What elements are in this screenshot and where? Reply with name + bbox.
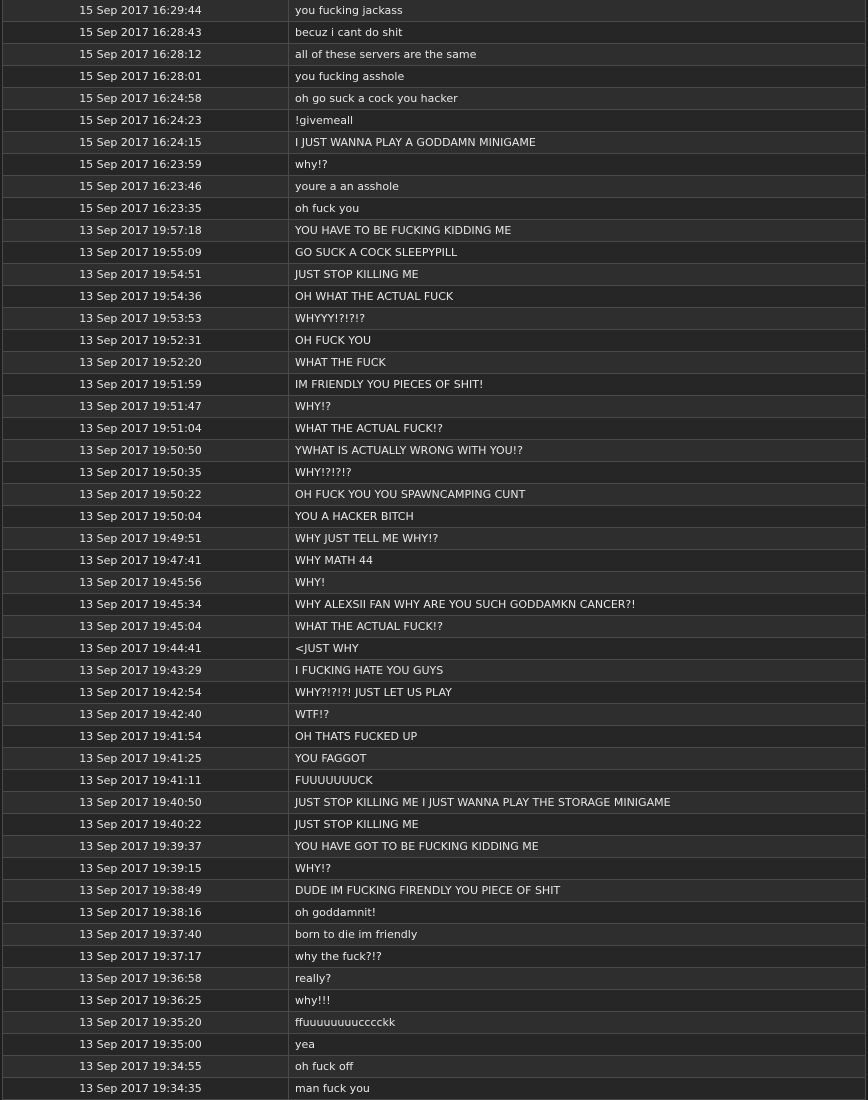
message-cell: JUST STOP KILLING ME: [289, 814, 866, 836]
table-row: [3, 264, 866, 286]
message-cell: born to die im friendly: [289, 924, 866, 946]
table-row: [3, 198, 866, 220]
table-row: [3, 22, 866, 44]
message-cell: yea: [289, 1034, 866, 1056]
message-cell: YOU HAVE GOT TO BE FUCKING KIDDING ME: [289, 836, 866, 858]
table-row: [3, 550, 866, 572]
message-cell: oh fuck off: [289, 1056, 866, 1078]
table-row: [3, 968, 866, 990]
timestamp-cell: 13 Sep 2017 19:39:37: [3, 836, 289, 858]
timestamp-cell: 13 Sep 2017 19:50:50: [3, 440, 289, 462]
message-cell: youre a an asshole: [289, 176, 866, 198]
timestamp-cell: 13 Sep 2017 19:45:56: [3, 572, 289, 594]
timestamp-cell: 13 Sep 2017 19:37:17: [3, 946, 289, 968]
message-cell: I JUST WANNA PLAY A GODDAMN MINIGAME: [289, 132, 866, 154]
timestamp-cell: 13 Sep 2017 19:55:09: [3, 242, 289, 264]
timestamp-cell: 15 Sep 2017 16:28:01: [3, 66, 289, 88]
message-cell: I FUCKING HATE YOU GUYS: [289, 660, 866, 682]
message-cell: WHY!?: [289, 858, 866, 880]
table-row: [3, 176, 866, 198]
message-cell: man fuck you: [289, 1078, 866, 1100]
timestamp-cell: 15 Sep 2017 16:29:44: [3, 0, 289, 22]
table-row: [3, 374, 866, 396]
table-row: [3, 44, 866, 66]
message-cell: OH FUCK YOU YOU SPAWNCAMPING CUNT: [289, 484, 866, 506]
table-row: [3, 484, 866, 506]
timestamp-cell: 13 Sep 2017 19:45:04: [3, 616, 289, 638]
message-cell: WHY!?!?!?: [289, 462, 866, 484]
timestamp-cell: 13 Sep 2017 19:36:25: [3, 990, 289, 1012]
timestamp-cell: 13 Sep 2017 19:52:20: [3, 352, 289, 374]
message-cell: you fucking jackass: [289, 0, 866, 22]
message-cell: WHAT THE ACTUAL FUCK!?: [289, 418, 866, 440]
message-cell: WHY MATH 44: [289, 550, 866, 572]
message-cell: !givemeall: [289, 110, 866, 132]
timestamp-cell: 13 Sep 2017 19:50:35: [3, 462, 289, 484]
timestamp-cell: 13 Sep 2017 19:51:04: [3, 418, 289, 440]
message-cell: GO SUCK A COCK SLEEPYPILL: [289, 242, 866, 264]
timestamp-cell: 13 Sep 2017 19:41:25: [3, 748, 289, 770]
message-cell: WTF!?: [289, 704, 866, 726]
message-cell: WHY!: [289, 572, 866, 594]
table-row: [3, 1056, 866, 1078]
timestamp-cell: 13 Sep 2017 19:50:04: [3, 506, 289, 528]
timestamp-cell: 13 Sep 2017 19:35:00: [3, 1034, 289, 1056]
timestamp-cell: 15 Sep 2017 16:24:58: [3, 88, 289, 110]
message-cell: JUST STOP KILLING ME: [289, 264, 866, 286]
timestamp-cell: 13 Sep 2017 19:54:36: [3, 286, 289, 308]
table-row: [3, 0, 866, 22]
message-cell: YWHAT IS ACTUALLY WRONG WITH YOU!?: [289, 440, 866, 462]
timestamp-cell: 13 Sep 2017 19:37:40: [3, 924, 289, 946]
message-cell: YOU FAGGOT: [289, 748, 866, 770]
table-row: [3, 1078, 866, 1100]
timestamp-cell: 15 Sep 2017 16:23:35: [3, 198, 289, 220]
message-cell: oh goddamnit!: [289, 902, 866, 924]
message-cell: OH THATS FUCKED UP: [289, 726, 866, 748]
table-row: [3, 1034, 866, 1056]
message-cell: OH WHAT THE ACTUAL FUCK: [289, 286, 866, 308]
timestamp-cell: 13 Sep 2017 19:49:51: [3, 528, 289, 550]
timestamp-cell: 13 Sep 2017 19:45:34: [3, 594, 289, 616]
timestamp-cell: 15 Sep 2017 16:23:46: [3, 176, 289, 198]
message-cell: WHY?!?!?! JUST LET US PLAY: [289, 682, 866, 704]
timestamp-cell: 13 Sep 2017 19:34:35: [3, 1078, 289, 1100]
table-row: [3, 946, 866, 968]
timestamp-cell: 15 Sep 2017 16:28:12: [3, 44, 289, 66]
table-row: [3, 352, 866, 374]
timestamp-cell: 13 Sep 2017 19:40:22: [3, 814, 289, 836]
timestamp-cell: 13 Sep 2017 19:40:50: [3, 792, 289, 814]
table-row: [3, 836, 866, 858]
table-row: [3, 308, 866, 330]
table-row: [3, 506, 866, 528]
table-row: [3, 440, 866, 462]
table-row: [3, 132, 866, 154]
table-row: [3, 220, 866, 242]
message-cell: WHY JUST TELL ME WHY!?: [289, 528, 866, 550]
timestamp-cell: 13 Sep 2017 19:53:53: [3, 308, 289, 330]
table-row: [3, 638, 866, 660]
chat-log-table: [2, 0, 866, 1100]
message-cell: WHY ALEXSII FAN WHY ARE YOU SUCH GODDAMKN CANCER?!: [289, 594, 866, 616]
table-row: [3, 396, 866, 418]
table-row: [3, 814, 866, 836]
timestamp-cell: 13 Sep 2017 19:43:29: [3, 660, 289, 682]
timestamp-cell: 13 Sep 2017 19:42:40: [3, 704, 289, 726]
message-cell: oh fuck you: [289, 198, 866, 220]
message-cell: why the fuck?!?: [289, 946, 866, 968]
table-row: [3, 880, 866, 902]
table-row: [3, 286, 866, 308]
message-cell: really?: [289, 968, 866, 990]
table-row: [3, 462, 866, 484]
message-cell: WHAT THE ACTUAL FUCK!?: [289, 616, 866, 638]
table-row: [3, 594, 866, 616]
message-cell: JUST STOP KILLING ME I JUST WANNA PLAY THE STORAGE MINIGAME: [289, 792, 866, 814]
timestamp-cell: 13 Sep 2017 19:57:18: [3, 220, 289, 242]
timestamp-cell: 13 Sep 2017 19:35:20: [3, 1012, 289, 1034]
message-cell: ffuuuuuuuucccckk: [289, 1012, 866, 1034]
table-row: [3, 682, 866, 704]
message-cell: OH FUCK YOU: [289, 330, 866, 352]
timestamp-cell: 13 Sep 2017 19:41:11: [3, 770, 289, 792]
message-cell: why!?: [289, 154, 866, 176]
timestamp-cell: 15 Sep 2017 16:24:23: [3, 110, 289, 132]
table-row: [3, 528, 866, 550]
table-row: [3, 616, 866, 638]
table-row: [3, 924, 866, 946]
table-row: [3, 330, 866, 352]
table-row: [3, 660, 866, 682]
timestamp-cell: 13 Sep 2017 19:51:59: [3, 374, 289, 396]
timestamp-cell: 13 Sep 2017 19:50:22: [3, 484, 289, 506]
message-cell: becuz i cant do shit: [289, 22, 866, 44]
message-cell: why!!!: [289, 990, 866, 1012]
message-cell: DUDE IM FUCKING FIRENDLY YOU PIECE OF SHIT: [289, 880, 866, 902]
table-row: [3, 242, 866, 264]
message-cell: IM FRIENDLY YOU PIECES OF SHIT!: [289, 374, 866, 396]
table-row: [3, 110, 866, 132]
message-cell: YOU A HACKER BITCH: [289, 506, 866, 528]
timestamp-cell: 13 Sep 2017 19:54:51: [3, 264, 289, 286]
message-cell: WHAT THE FUCK: [289, 352, 866, 374]
message-cell: <JUST WHY: [289, 638, 866, 660]
message-cell: you fucking asshole: [289, 66, 866, 88]
timestamp-cell: 15 Sep 2017 16:24:15: [3, 132, 289, 154]
timestamp-cell: 15 Sep 2017 16:28:43: [3, 22, 289, 44]
timestamp-cell: 13 Sep 2017 19:34:55: [3, 1056, 289, 1078]
table-row: [3, 748, 866, 770]
message-cell: oh go suck a cock you hacker: [289, 88, 866, 110]
table-row: [3, 1012, 866, 1034]
table-row: [3, 990, 866, 1012]
timestamp-cell: 13 Sep 2017 19:42:54: [3, 682, 289, 704]
timestamp-cell: 15 Sep 2017 16:23:59: [3, 154, 289, 176]
table-row: [3, 572, 866, 594]
table-row: [3, 770, 866, 792]
timestamp-cell: 13 Sep 2017 19:52:31: [3, 330, 289, 352]
table-row: [3, 154, 866, 176]
timestamp-cell: 13 Sep 2017 19:47:41: [3, 550, 289, 572]
message-cell: YOU HAVE TO BE FUCKING KIDDING ME: [289, 220, 866, 242]
timestamp-cell: 13 Sep 2017 19:38:49: [3, 880, 289, 902]
timestamp-cell: 13 Sep 2017 19:51:47: [3, 396, 289, 418]
timestamp-cell: 13 Sep 2017 19:44:41: [3, 638, 289, 660]
message-cell: FUUUUUUUCK: [289, 770, 866, 792]
message-cell: WHY!?: [289, 396, 866, 418]
timestamp-cell: 13 Sep 2017 19:36:58: [3, 968, 289, 990]
table-row: [3, 418, 866, 440]
table-row: [3, 792, 866, 814]
table-row: [3, 88, 866, 110]
table-row: [3, 704, 866, 726]
timestamp-cell: 13 Sep 2017 19:39:15: [3, 858, 289, 880]
chat-log-body: [3, 0, 866, 1100]
table-row: [3, 726, 866, 748]
table-row: [3, 858, 866, 880]
timestamp-cell: 13 Sep 2017 19:38:16: [3, 902, 289, 924]
message-cell: WHYYY!?!?!?: [289, 308, 866, 330]
table-row: [3, 66, 866, 88]
timestamp-cell: 13 Sep 2017 19:41:54: [3, 726, 289, 748]
table-row: [3, 902, 866, 924]
message-cell: all of these servers are the same: [289, 44, 866, 66]
